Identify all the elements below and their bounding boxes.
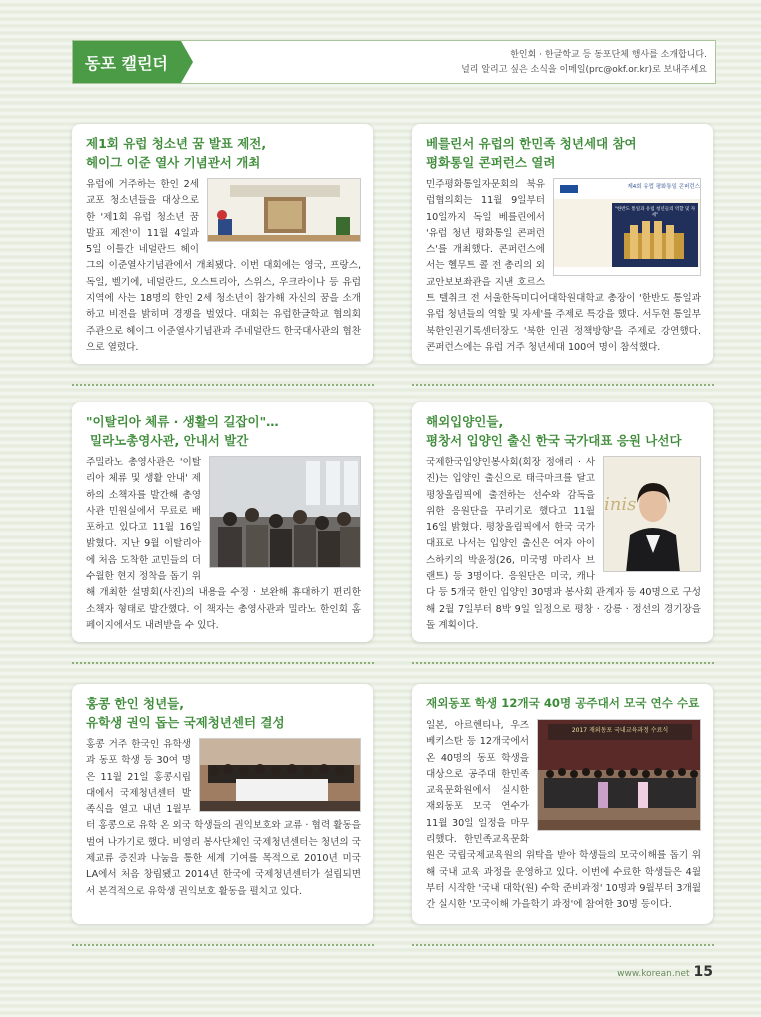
header-desc-line2: 널리 알리고 싶은 소식을 이메일(prc@okf.or.kr)로 보내주세요 bbox=[461, 65, 707, 75]
photo-milan-seminar bbox=[209, 456, 361, 568]
article-title bbox=[86, 694, 361, 732]
body-text: 일본, 아르헨티나, 우즈베키스탄 등 12개국에서 온 40명의 동포 학생을 대상으로 공주대 한민족교육문화원에서 실시한 재외동포 모국 연수가 11월 30일 일정을 마무리했다. 한민족교육문화원은 국립국제교육원의 위탁을 받아 학생들의 모국이해를 돕기 위해 국내 교육 과정을 운영하고 있다. 이번에 수료한 학생들은 4월부터 시작한 '국내 대학(원) 수학 준비과정' 10명과 9월부터 3개월간 실시한 '모국이해 가을학기 과정'에 참여한 30명 등이다. bbox=[426, 720, 701, 911]
page-number: 15 bbox=[693, 964, 713, 980]
article-title bbox=[426, 134, 701, 172]
title-line: 재외동포 학생 12개국 40명 공주대서 모국 연수 수료 bbox=[426, 696, 700, 710]
title-line: 홍콩 한인 청년들, bbox=[86, 696, 184, 711]
header-desc-line1: 한인회 · 한글학교 등 동포단체 행사를 소개합니다. bbox=[510, 50, 707, 60]
body-text: 유럽에 거주하는 한인 2세 교포 청소년들을 대상으로 한 '제1회 유럽 청소년 꿈 발표 제전'이 11월 4일과 5일 이틀간 네덜란드 헤이그의 이준열사기념관에서 개최됐다. 이번 대회에는 영국, 프랑스, 독일, 벨기에, 네덜란드, 오스트리아, 스위스, 우크라이나 등 유럽 지역에 사는 18명의 한인 2세 청소년이 참가해 자신의 꿈을 소개하고 비전을 밝히며 경쟁을 벌였다. 대회는 유럽한글학교 협의회 주관으로 헤이그 이준열사기념관과 주네덜란드 한국대사관의 협찬으로 열렸다. bbox=[86, 179, 361, 353]
photo-gongju-graduation bbox=[537, 719, 701, 831]
poster-subtitle: "한반도 통일과 유럽 청년들의 역할 및 자세" bbox=[614, 207, 696, 218]
body-text: 국제한국입양인봉사회(회장 정애리 · 사진)는 입양인 출신으로 태극마크를 달고 평창올림픽에 출전하는 선수와 감독을 위한 응원단을 꾸리기로 했다고 11월 16일 밝혔다. 평창올림픽에서 한국 국가대표로 나서는 입양인 출신은 여자 아이스하키의 박윤정(26, 미국명 마리사 브랜트) 등 3명이다. 응원단은 미국, 캐나다 등 5개국 한인 입양인 30명과 봉사회 관계자 등 40명으로 구성해 2월 7일부터 8박 9일 일정으로 평창 · 강릉 · 정선의 경기장을 돌 계획이다. bbox=[426, 457, 701, 631]
calendar-header bbox=[72, 40, 716, 84]
article-title bbox=[86, 412, 361, 450]
article-card-adoptees bbox=[412, 402, 713, 642]
title-line: 헤이그 이준 열사 기념관서 개최 bbox=[86, 155, 261, 170]
article-card-milan-guide bbox=[72, 402, 373, 642]
photo-conference-poster bbox=[553, 178, 701, 276]
article-card-gongju bbox=[412, 684, 713, 924]
divider bbox=[72, 384, 374, 386]
body-text: 민주평화통일자문회의 북유럽협의회는 11월 9일부터 10일까지 독일 베를린에서 '유럽 청년 평화통일 콘퍼런스'를 개최했다. 콘퍼런스에서는 헬무트 콜 전 총리의 외교안보보좌관을 지낸 호르스트 텔취크 전 서울한독미디어대학원대학교 총장이 '한반도 통일과 유럽 청년들의 역할 및 자세'를 주제로 특강을 했다. 서두현 통일부 북한인권기록센터장도 '북한 인권 정책방향'을 주제로 강연했다. 콘퍼런스에는 유럽 거주 청년세대 100여 명이 참석했다. bbox=[426, 179, 701, 353]
article-body bbox=[426, 177, 701, 356]
article-card-hongkong bbox=[72, 684, 373, 924]
photo-hague-stage bbox=[207, 178, 361, 242]
divider bbox=[72, 662, 374, 664]
title-line: 해외입양인들, bbox=[426, 414, 504, 429]
article-card-europe-youth bbox=[72, 124, 373, 364]
divider bbox=[72, 944, 374, 946]
article-body bbox=[86, 737, 361, 900]
page-footer bbox=[617, 964, 713, 980]
title-line: "이탈리아 체류 · 생활의 길잡이"… bbox=[86, 414, 279, 429]
article-body bbox=[426, 718, 701, 914]
article-card-berlin-conference bbox=[412, 124, 713, 364]
section-description bbox=[461, 48, 707, 78]
title-line: 평화통일 콘퍼런스 열려 bbox=[426, 155, 556, 170]
title-line: 베를린서 유럽의 한민족 청년세대 참여 bbox=[426, 136, 637, 151]
title-line: 평창서 입양인 출신 한국 국가대표 응원 나선다 bbox=[426, 433, 682, 448]
article-body bbox=[86, 455, 361, 634]
footer-site: www.korean.net bbox=[617, 969, 690, 979]
body-text: 주밀라노 총영사관은 '이탈리아 체류 및 생활 안내' 제하의 소책자를 발간해 총영사관 민원실에서 무료로 배포하고 있다고 11월 16일 밝혔다. 지난 9월 이탈리아에 처음 도착한 교민들의 더 수월한 현지 정착을 돕기 위해 개최한 설명회(사진)의 내용을 수정 · 보완해 휴대하기 편리한 소책자 형태로 발간했다. 이 책자는 총영사관과 밀라노 한인회 홈페이지에서도 내려받을 수 있다. bbox=[86, 457, 361, 631]
article-title bbox=[426, 412, 701, 450]
title-line: 밀라노총영사관, 안내서 발간 bbox=[90, 433, 249, 448]
banner-text: 2017 재외동포 국내교육과정 수료식 bbox=[571, 727, 669, 734]
article-body bbox=[86, 177, 361, 356]
divider bbox=[412, 944, 714, 946]
article-title bbox=[426, 694, 701, 713]
photo-portrait bbox=[603, 456, 701, 572]
divider bbox=[412, 662, 714, 664]
article-title bbox=[86, 134, 361, 172]
divider bbox=[412, 384, 714, 386]
article-body bbox=[426, 455, 701, 634]
title-line: 유학생 권익 돕는 국제청년센터 결성 bbox=[86, 715, 285, 730]
section-title: 동포 캘린더 bbox=[73, 41, 181, 83]
poster-title: 제4회 유럽 평화통일 콘퍼런스 bbox=[627, 184, 700, 190]
photo-hongkong-group bbox=[199, 738, 361, 812]
title-line: 제1회 유럽 청소년 꿈 발표 제전, bbox=[86, 136, 267, 151]
body-text: 홍콩 거주 한국인 유학생과 동포 학생 등 30여 명은 11월 21일 홍콩시립대에서 국제청년센터 발족식을 열고 내년 1월부터 홍콩으로 유학 온 외국 학생들의 권익보호와 교류 · 협력 활동을 벌여 나가기로 했다. 비영리 봉사단체인 국제청년센터는 청년의 국제교류 증진과 나눔을 통한 세계 기여를 목적으로 2010년 미국 LA에서 처음 창립됐고 2014년 한국에 국제청년센터가 설립되면서 본격적으로 유학생 권익보호 활동을 펼치고 있다. bbox=[86, 739, 361, 897]
photo-backdrop-text: inis bbox=[604, 494, 637, 515]
